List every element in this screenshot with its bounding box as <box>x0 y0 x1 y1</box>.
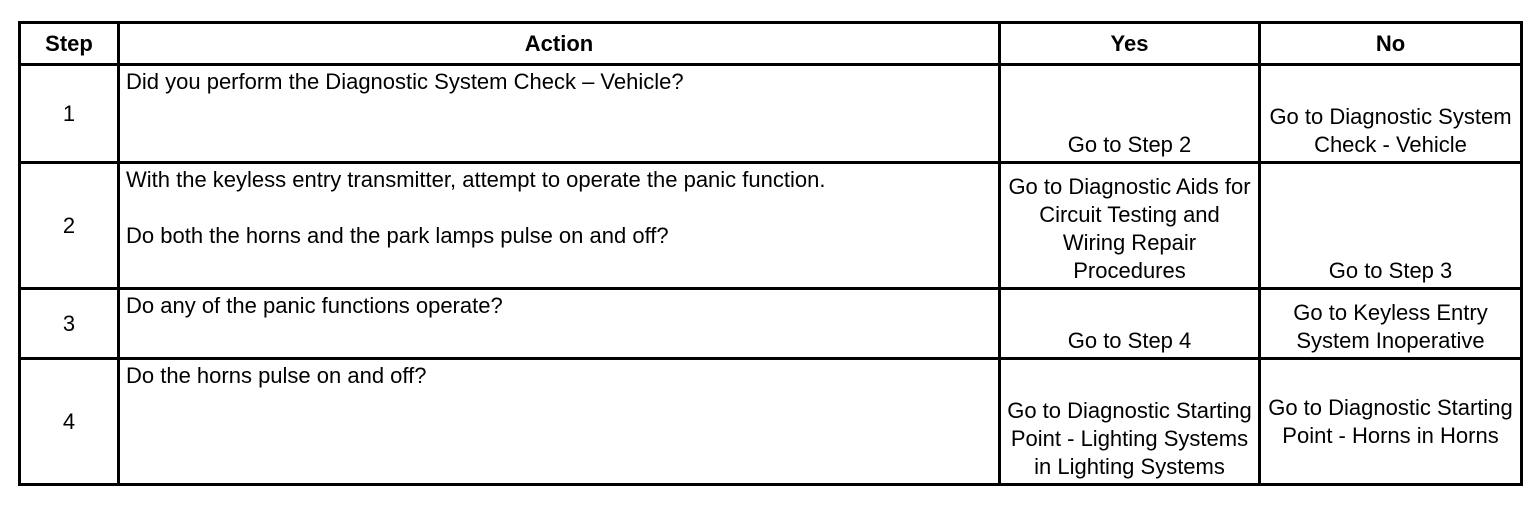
header-step: Step <box>20 23 119 65</box>
action-cell <box>119 289 1000 359</box>
action-question: Do both the horns and the park lamps pulse on and off? <box>126 223 669 248</box>
no-result: Go to Diagnostic Starting Point - Horns in Horns <box>1260 359 1522 485</box>
header-row <box>20 23 1522 65</box>
yes-result: Go to Step 4 <box>1000 289 1260 359</box>
action-cell <box>119 359 1000 485</box>
header-action: Action <box>119 23 1000 65</box>
table-row <box>20 289 1522 359</box>
header-yes: Yes <box>1000 23 1260 65</box>
action-text: Did you perform the Diagnostic System Check – Vehicle? <box>126 69 684 94</box>
yes-result: Go to Step 2 <box>1000 65 1260 163</box>
header-no: No <box>1260 23 1522 65</box>
no-result: Go to Keyless Entry System Inoperative <box>1260 289 1522 359</box>
table-row <box>20 359 1522 485</box>
yes-result: Go to Diagnostic Starting Point - Lighting Systems in Lighting Systems <box>1000 359 1260 485</box>
step-number: 1 <box>20 65 119 163</box>
no-result: Go to Step 3 <box>1260 163 1522 289</box>
step-number: 4 <box>20 359 119 485</box>
action-text: With the keyless entry transmitter, attempt to operate the panic function. <box>126 167 826 192</box>
action-cell <box>119 65 1000 163</box>
table-row <box>20 65 1522 163</box>
no-result: Go to Diagnostic System Check - Vehicle <box>1260 65 1522 163</box>
action-cell <box>119 163 1000 289</box>
action-text: Do the horns pulse on and off? <box>126 363 427 388</box>
step-number: 2 <box>20 163 119 289</box>
action-text: Do any of the panic functions operate? <box>126 293 503 318</box>
step-number: 3 <box>20 289 119 359</box>
table-row <box>20 163 1522 289</box>
diagnostic-table <box>18 21 1523 486</box>
yes-result: Go to Diagnostic Aids for Circuit Testing and Wiring Repair Procedures <box>1000 163 1260 289</box>
